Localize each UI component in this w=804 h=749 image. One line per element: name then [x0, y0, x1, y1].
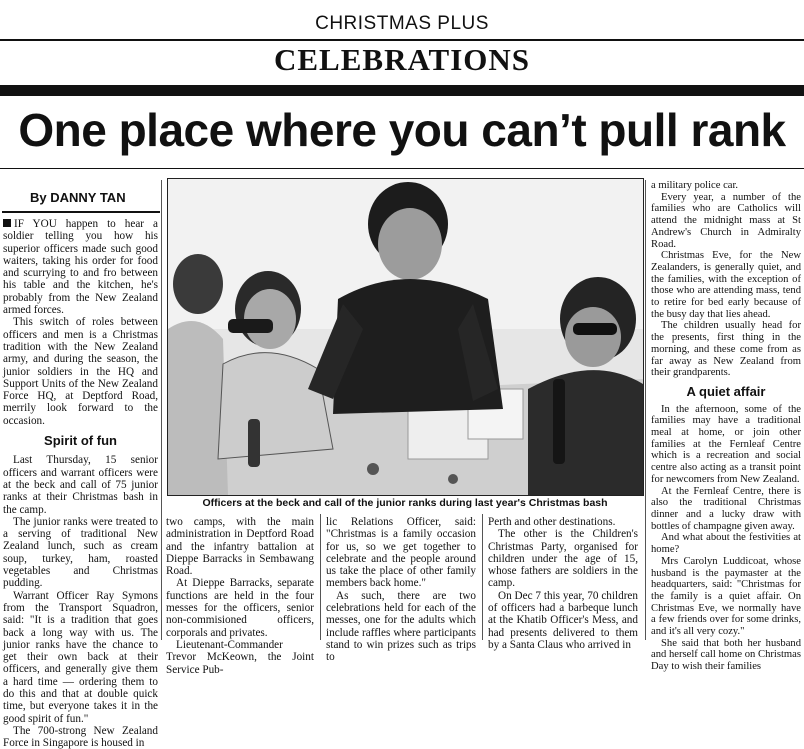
section-title: CELEBRATIONS: [273, 42, 531, 77]
paragraph: Perth and other destinations.: [488, 516, 616, 528]
divider-thick: [0, 85, 804, 96]
paragraph: As such, there are two celebrations held for each of the messes, one for the adults which include raffles where participants stand to win prizes such as trips to: [326, 589, 476, 664]
paragraph: The other is the Children's Christmas Party, organised for children under the age of 15, whose fathers are soldiers in the camp.: [488, 528, 638, 590]
column-divider: [482, 514, 483, 640]
paragraph: lic Relations Officer, said: "Christmas is a family occasion for us, so we get together to celebrate and the people around us take the place of other family members back home.": [326, 516, 476, 590]
paragraph: At Dieppe Barracks, separate functions are held in the four messes for the officers, senior non-commisioned officers, corporals and privates.: [166, 577, 314, 639]
photo-image: [168, 179, 643, 495]
subhead: A quiet affair: [686, 383, 766, 399]
article-column-5: [651, 180, 801, 673]
paragraph: Christmas Eve, for the New Zealanders, is generally quiet, and the families, with the exception of those who are attending mass, tend to retire for bed early because of the busy day that lies ahead.: [651, 250, 801, 320]
byline-rule: [2, 211, 160, 213]
subhead: Spirit of fun: [44, 433, 117, 449]
paragraph: Every year, a number of the families who are Catholics will attend the midnight mass at St Andrew's Church in Admiralty Road.: [651, 191, 801, 250]
paragraph: The 700-strong New Zealand Force in Singapore is housed in: [3, 724, 158, 749]
bullet-icon: [3, 219, 11, 227]
byline: By DANNY TAN: [30, 190, 126, 205]
divider: [0, 39, 804, 41]
article-column-2: [166, 516, 314, 676]
paragraph: She said that both her husband and herself call home on Christmas Day to wish their families: [651, 637, 801, 673]
paragraph: Warrant Officer Ray Symons from the Transport Squadron, said: "It is a tradition that goes back a long way with us. The junior ranks have the chance to get their own back at their officers, and generally give them a hard time — ordering them to do this and that at double quick time, but everyone takes it in the good spirit of fun.": [3, 589, 158, 725]
divider: [0, 168, 804, 169]
column-divider: [320, 514, 321, 640]
paragraph: two camps, with the main administration in Deptford Road and the infantry battalion at Dieppe Barracks in Sembawang Road.: [166, 516, 314, 578]
paragraph: The children usually head for the presents, first thing in the morning, and these come from as far away as New Zealand from their grandparents.: [651, 320, 801, 379]
article-column-4: [488, 516, 638, 651]
section-label: CHRISTMAS PLUS: [315, 13, 489, 34]
paragraph: On Dec 7 this year, 70 children of officers had a barbeque lunch at the Khatib Officer's Mess, and had presents delivered to them by a Santa Claus who arrived in: [488, 589, 638, 651]
paragraph: a military police car.: [651, 180, 739, 191]
paragraph: Last Thursday, 15 senior officers and warrant officers were at the beck and call of 75 junior ranks at their Christmas bash in the camp.: [3, 454, 158, 516]
article-column-3: [326, 516, 476, 664]
paragraph: IF YOU happen to hear a soldier telling you how his superior officers made such good waiters, taking his order for food and scurrying to and fro between his table and the kitchen, he's probably from the New Zealand armed forces.: [3, 218, 158, 317]
headline: One place where you can’t pull rank: [18, 104, 786, 156]
paragraph: The junior ranks were treated to a serving of traditional New Zealand lunch, such as cream soup, turkey, ham, roasted vegetables and Christmas pudding.: [3, 515, 158, 590]
paragraph: This switch of roles between officers and men is a Christmas tradition with the New Zealand army, and during the season, the junior soldiers in the HQ and Support Units of the New Zealand Force HQ, at Deptford Road, merrily look forward to the occasion.: [3, 316, 158, 427]
column-divider: [161, 180, 162, 640]
article-column-1: [3, 218, 158, 749]
paragraph: At the Fernleaf Centre, there is also the traditional Christmas dinner and a lucky draw with bottles of champagne given away.: [651, 485, 801, 532]
paragraph: Lieutenant-Commander Trevor McKeown, the Joint Service Pub-: [166, 638, 314, 676]
photo: [167, 178, 644, 496]
paragraph: And what about the festivities at home?: [651, 532, 801, 556]
paragraph: In the afternoon, some of the families may have a traditional meal at home, or join other families at the Fernleaf Centre which is a recreation and social centre also acting as a transit point for newcomers from New Zealand.: [651, 403, 801, 485]
photo-caption: Officers at the beck and call of the junior ranks during last year's Christmas bash: [202, 497, 608, 509]
column-divider: [645, 180, 646, 640]
paragraph: Mrs Carolyn Luddicoat, whose husband is the paymaster at the headquarters, said: "Christmas for the family is a quiet affair. On Christmas Eve, we normally have a few friends over for some drinks, and it's all very cozy.": [651, 555, 801, 638]
